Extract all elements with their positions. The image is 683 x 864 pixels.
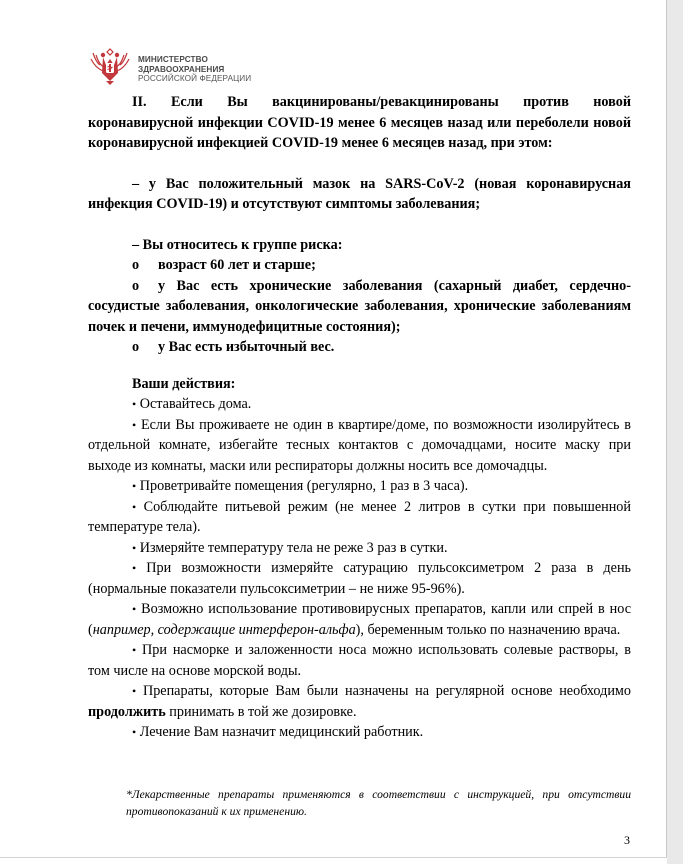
bullet-icon: •: [132, 602, 137, 616]
bullet-icon: •: [132, 397, 137, 411]
action-item: • При насморке и заложенности носа можно использовать солевые растворы, в том числе на основе морской воды.: [88, 642, 631, 679]
ministry-name: [138, 55, 251, 84]
action-item: • Возможно использование противовирусных препаратов, капли или спрей в нос (например, содержащие интерферон-альфа), беременным только по назначению врача.: [88, 601, 631, 638]
bullet-icon: •: [132, 540, 137, 555]
footnote: *Лекарственные препараты применяются в соответствии с инструкцией, при отсутствии противопоказаний к их применению.: [126, 787, 631, 819]
bullet-icon: •: [132, 561, 137, 575]
action-item: • Соблюдайте питьевой режим (не менее 2 литров в сутки при повышенной температуре тела).: [88, 498, 631, 535]
action-item: • Оставайтесь дома.: [132, 396, 252, 412]
action-item: • Лечение Вам назначит медицинский работник.: [132, 724, 424, 740]
action-item: • Препараты, которые Вам были назначены на регулярной основе необходимо продолжить принимать в той же дозировке.: [88, 683, 631, 720]
ministry-emblem-icon: [88, 43, 132, 87]
circle-bullet-icon: o: [132, 339, 140, 355]
risk-group-heading: – Вы относитесь к группе риска:: [132, 236, 343, 253]
action-item: • При возможности измеряйте сатурацию пульсоксиметром 2 раза в день (нормальные показатели пульсоксиметрии – не ниже 95-96%).: [88, 560, 632, 597]
bullet-icon: •: [132, 643, 137, 657]
action-item: • Измеряйте температуру тела не реже 3 раз в сутки.: [132, 539, 448, 556]
org-line-3: РОССИЙСКОЙ ФЕДЕРАЦИИ: [138, 74, 252, 84]
org-line-1: МИНИСТЕРСТВО: [138, 55, 208, 64]
actions-heading: Ваши действия:: [132, 375, 236, 392]
bullet-icon: •: [132, 725, 137, 739]
risk-item: o возраст 60 лет и старше;: [88, 255, 631, 276]
viewer-scrollbar-track[interactable]: [666, 0, 683, 864]
section-title: II. Если Вы вакцинированы/ревакцинированы против новой коронавирусной инфекции COVID-19 менее 6 месяцев назад или переболели новой коронавирусной инфекцией COVID-19 менее 6 месяцев назад, при этом:: [88, 94, 631, 151]
bullet-icon: •: [132, 499, 137, 514]
bullet-icon: •: [132, 684, 137, 698]
page-number: 3: [624, 833, 630, 847]
circle-bullet-icon: o: [132, 277, 140, 294]
bullet-icon: •: [132, 479, 137, 493]
risk-item: o у Вас есть хронические заболевания (сахарный диабет, сердечно-сосудистые заболевания, онкологические заболевания, хронические заболеваниям почек и печени, иммунодефицитные состояния);: [88, 277, 631, 335]
bullet-icon: •: [132, 417, 137, 432]
document-body: [88, 92, 631, 743]
page-bottom-edge: [0, 857, 667, 864]
org-line-2: ЗДРАВООХРАНЕНИЯ: [138, 64, 225, 74]
action-item: • Проветривайте помещения (регулярно, 1 раз в 3 часа).: [132, 478, 469, 494]
circle-bullet-icon: o: [132, 257, 140, 273]
action-item: • Если Вы проживаете не один в квартире/доме, по возможности изолируйтесь в отдельной комнате, избегайте тесных контактов с домочадцами, носите маску при выходе из комнаты, маски или респираторы должны носить все домочадцы.: [88, 416, 631, 474]
risk-item: o у Вас есть избыточный вес.: [88, 337, 631, 358]
condition-positive-swab: – у Вас положительный мазок на SARS-CoV-2 (новая коронавирусная инфекция COVID-19) и отсутствуют симптомы заболевания;: [88, 175, 631, 212]
